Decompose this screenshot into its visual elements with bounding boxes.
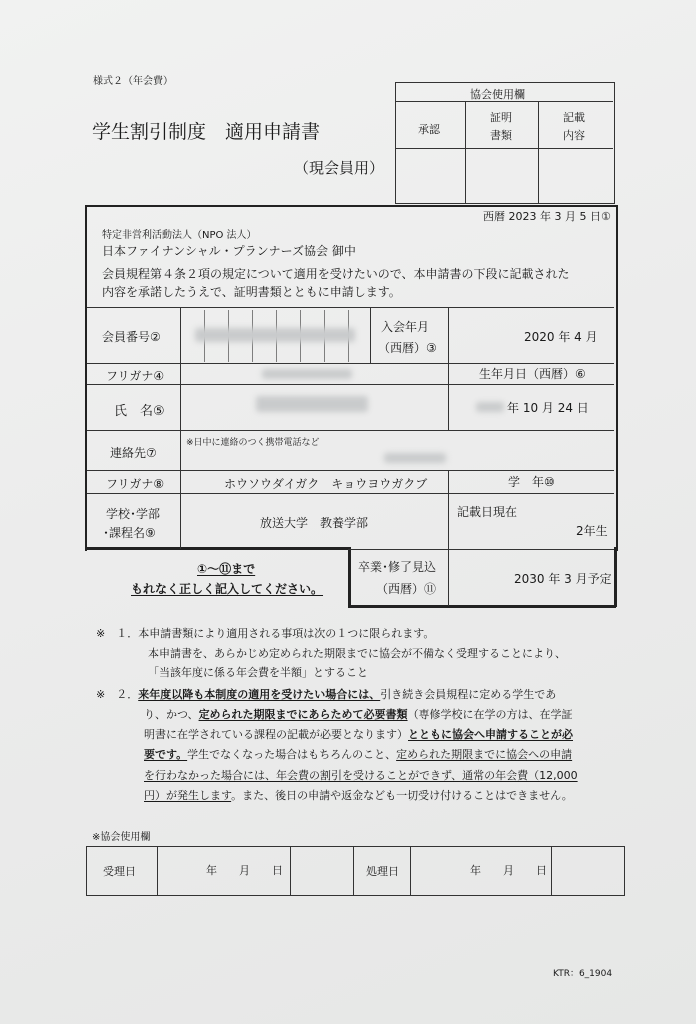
- content-label-1: 記載: [563, 111, 585, 124]
- processed-date-value: 年 月 日: [470, 864, 547, 877]
- note-2-line-1: 引き続き会員規程に定める学生であ: [380, 688, 557, 701]
- declaration-line-2: 内容を承諾したうえで、証明書類とともに申請します。: [102, 285, 401, 299]
- note-2-line-6b: 。また、後日の申請や返金なども一切受け付けることはできません。: [231, 789, 573, 802]
- org-name: 日本ファイナンシャル・プランナーズ協会 御中: [102, 244, 356, 258]
- note-2-emphasis-3: とともに協会へ申請することが必: [408, 728, 573, 741]
- contact-note: ※日中に連絡のつく携帯電話など: [186, 438, 320, 448]
- contact-label: 連絡先⑦: [110, 446, 157, 460]
- grade-note: 記載日現在: [457, 505, 518, 519]
- note-2-line-2b: （専修学校に在学の方は、在学証: [407, 708, 573, 721]
- application-date: 西暦 2023 年 3 月 5 日①: [483, 210, 611, 223]
- note-2-emphasis-2: 定められた期限までにあらためて必要書類: [198, 708, 408, 721]
- instruction-line-2: もれなく正しく記入してください。: [131, 582, 324, 596]
- note-1-line-2: 本申請書を、あらかじめ定められた期限までに協会が不備なく受理することにより、: [148, 647, 566, 660]
- form-code: 様式２（年会費）: [93, 76, 173, 87]
- name-label: 氏 名⑤: [114, 404, 165, 419]
- school-kana-value: ホウソウダイガク キョウヨウガクブ: [224, 477, 428, 491]
- note-2-line-2a: り、かつ、: [144, 708, 199, 721]
- note-2-line-4: [144, 746, 572, 762]
- school-value: 放送大学 教養学部: [260, 516, 369, 530]
- graduation-label-1: 卒業･修了見込: [358, 560, 437, 574]
- bottom-association-label: ※協会使用欄: [92, 832, 151, 843]
- join-date-label-2: （西暦）③: [378, 341, 437, 355]
- school-kana-label: フリガナ⑧: [106, 477, 165, 491]
- graduation-label-2: （西暦）⑪: [376, 582, 437, 596]
- declaration-line-1: 会員規程第４条２項の規定について適用を受けたいので、本申請書の下段に記載された: [102, 267, 570, 281]
- note-1-line-1: ※ １．本申請書類により適用される事項は次の１つに限られます。: [96, 627, 435, 640]
- instruction-line-1: ①～⑪まで: [197, 562, 256, 576]
- form-title: 学生割引制度 適用申請書: [92, 121, 321, 143]
- received-date-label: 受理日: [103, 865, 136, 878]
- note-2-emphasis-4: 要です。: [144, 748, 188, 761]
- note-2-line-4b: 定められた期限までに協会への申請: [396, 748, 573, 761]
- school-label-2: ･課程名⑨: [103, 526, 156, 540]
- certificate-label-2: 書類: [490, 129, 512, 142]
- note-2-line-3: [144, 726, 573, 742]
- birth-date-value: 年 10 月 24 日: [507, 401, 589, 415]
- name-kana-label: フリガナ④: [106, 369, 165, 383]
- join-date-label-1: 入会年月: [381, 320, 430, 334]
- note-2-line-6a: 円）が発生します: [144, 789, 232, 802]
- note-2-line-2: [144, 706, 573, 722]
- association-use-header: 協会使用欄: [470, 88, 525, 101]
- graduation-value: 2030 年 3 月予定: [514, 572, 612, 586]
- join-date-value: 2020 年 4 月: [524, 330, 598, 344]
- school-label-1: 学校･学部: [106, 507, 161, 521]
- note-2-line-5: を行わなかった場合には、年会費の割引を受けることができず、通常の年会費（12,000: [144, 769, 578, 782]
- note-2: [96, 686, 556, 702]
- member-number-redacted: [195, 328, 355, 342]
- birth-year-redacted: [476, 402, 504, 412]
- grade-value: 2年生: [576, 524, 608, 538]
- member-number-label: 会員番号②: [102, 330, 161, 344]
- name-redacted: [256, 396, 368, 412]
- note-2-prefix: ※ ２．: [96, 688, 139, 701]
- note-2-line-4a: 学生でなくなった場合はもちろんのこと、: [187, 748, 397, 761]
- processed-date-label: 処理日: [366, 865, 399, 878]
- note-1-line-3: 「当該年度に係る年会費を半額」とすること: [148, 666, 368, 679]
- received-date-value: 年 月 日: [206, 864, 283, 877]
- note-2-line-3a: 明書に在学されている課程の記載が必要となります）: [144, 728, 408, 741]
- note-2-emphasis-1: 来年度以降も本制度の適用を受けたい場合には、: [138, 688, 381, 701]
- form-subtitle: （現会員用）: [294, 159, 385, 177]
- certificate-label-1: 証明: [490, 111, 512, 124]
- grade-label: 学 年⑩: [508, 475, 555, 489]
- contact-redacted: [384, 453, 446, 463]
- approval-label: 承認: [418, 123, 440, 136]
- content-label-2: 内容: [563, 129, 585, 142]
- name-kana-redacted: [262, 369, 352, 379]
- org-type: 特定非営利活動法人（NPO 法人）: [102, 230, 257, 241]
- note-2-line-6: [144, 787, 573, 803]
- footer-code: KTR：6_1904: [553, 969, 613, 979]
- birth-date-label: 生年月日（西暦）⑥: [479, 367, 586, 381]
